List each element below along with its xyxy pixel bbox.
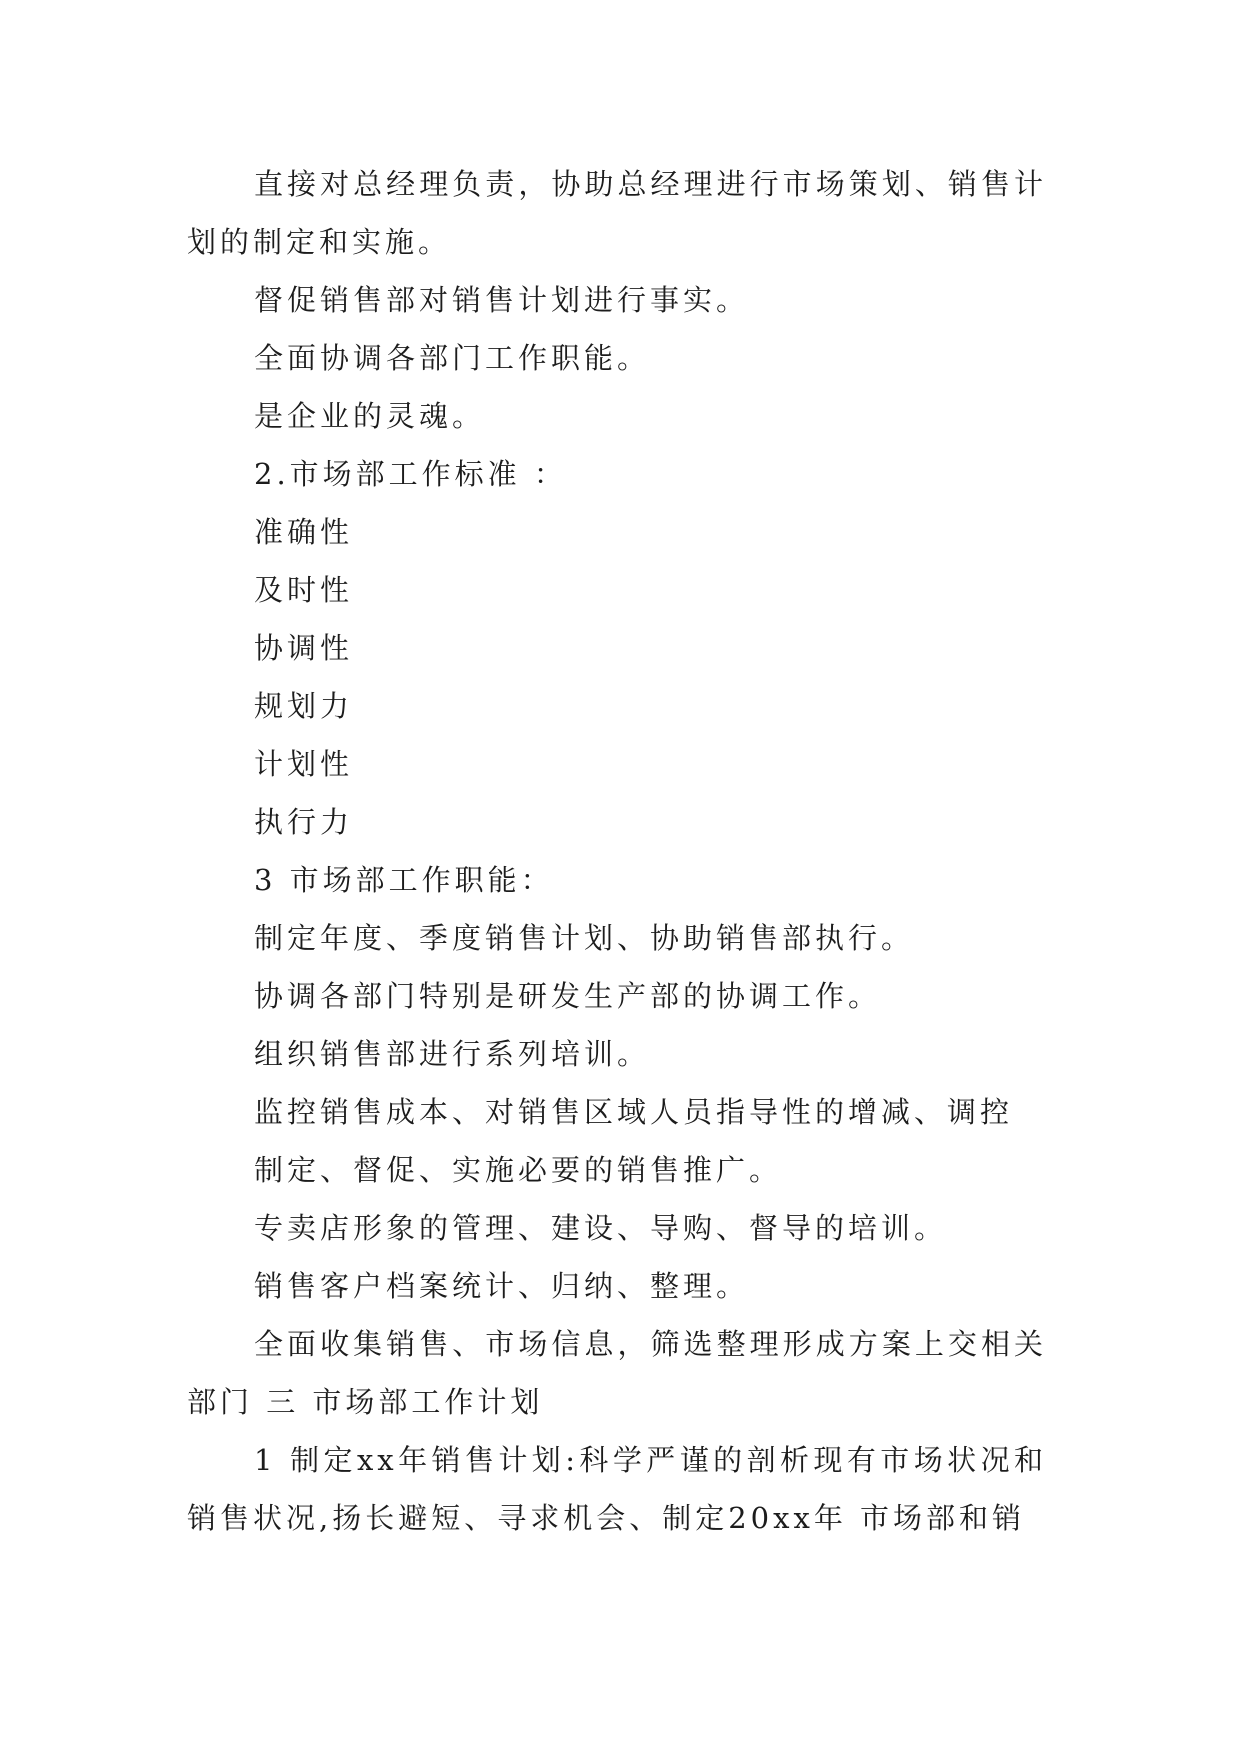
paragraph: 销售客户档案统计、归纳、整理。	[254, 1269, 750, 1303]
paragraph: 全面收集销售、市场信息，筛选整理形成方案上交相关部门 三 市场部工作计划	[187, 1327, 1047, 1419]
list-item: 准确性	[254, 515, 354, 549]
paragraph: 直接对总经理负责，协助总经理进行市场策划、销售计划的制定和实施。	[187, 167, 1047, 259]
section-heading: 2.市场部工作标准 ：	[254, 457, 567, 491]
list-item: 协调性	[254, 631, 354, 665]
paragraph: 制定、督促、实施必要的销售推广。	[254, 1153, 783, 1187]
paragraph: 是企业的灵魂。	[254, 399, 486, 433]
list-item: 计划性	[254, 747, 354, 781]
section-heading: 3 市场部工作职能：	[254, 863, 554, 897]
list-item: 及时性	[254, 573, 354, 607]
paragraph: 1 制定xx年销售计划:科学严谨的剖析现有市场状况和销售状况,扬长避短、寻求机会、制定20xx年 市场部和销	[187, 1443, 1047, 1535]
paragraph: 全面协调各部门工作职能。	[254, 341, 651, 375]
paragraph: 监控销售成本、对销售区域人员指导性的增减、调控	[254, 1095, 1014, 1129]
document-body	[187, 155, 1047, 1547]
list-item: 规划力	[254, 689, 354, 723]
paragraph: 督促销售部对销售计划进行事实。	[254, 283, 750, 317]
paragraph: 组织销售部进行系列培训。	[254, 1037, 651, 1071]
paragraph: 专卖店形象的管理、建设、导购、督导的培训。	[254, 1211, 948, 1245]
paragraph: 制定年度、季度销售计划、协助销售部执行。	[254, 921, 915, 955]
paragraph: 协调各部门特别是研发生产部的协调工作。	[254, 979, 882, 1013]
list-item: 执行力	[254, 805, 354, 839]
